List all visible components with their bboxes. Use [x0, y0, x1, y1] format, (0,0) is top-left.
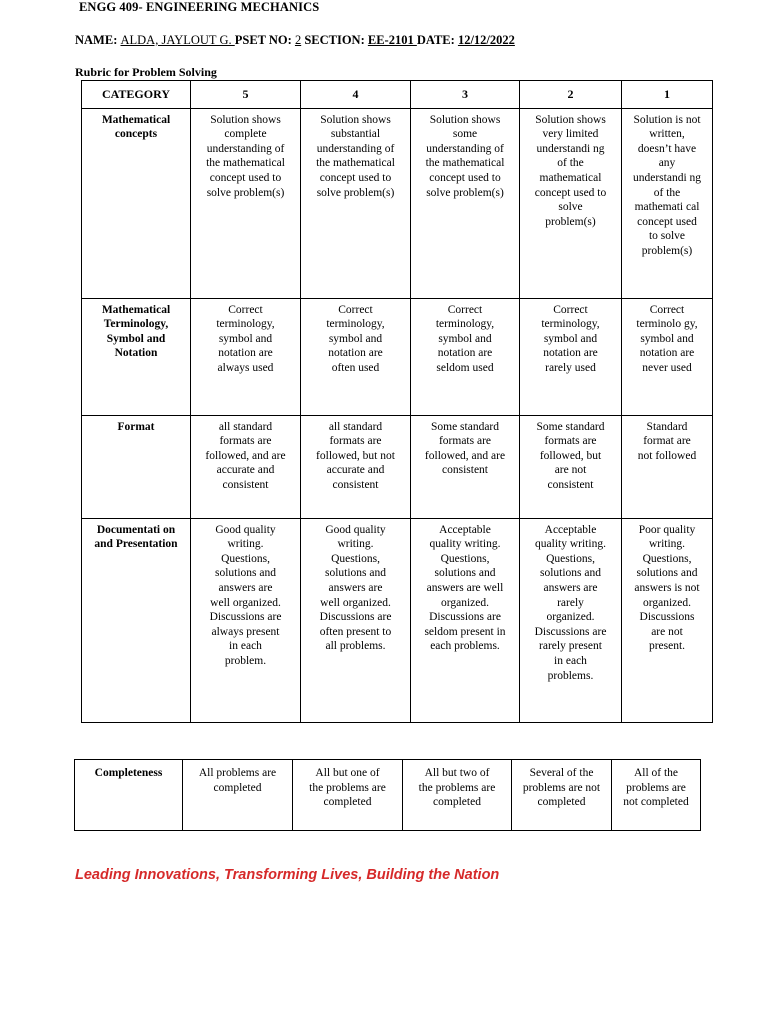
column-header-3: 3 [411, 81, 520, 109]
rubric-cell: Solution is not written, doesn’t have any understandi ng of the mathemati cal concept used to solve problem(s) [622, 108, 713, 298]
rubric-cell: All problems are completed [183, 760, 293, 831]
rubric-cell: All but two of the problems are completed [403, 760, 512, 831]
name-label: NAME: [75, 33, 121, 47]
rubric-cell: Solution shows complete understanding of the mathematical concept used to solve problem(s) [191, 108, 301, 298]
rubric-cell: All of the problems are not completed [612, 760, 701, 831]
rubric-cell: Solution shows substantial understanding of the mathematical concept used to solve problem(s) [301, 108, 411, 298]
column-header-5: 5 [191, 81, 301, 109]
section-label: SECTION: [301, 33, 368, 47]
rubric-cell: Good quality writing. Questions, solutions and answers are well organized. Discussions are often present to all problems. [301, 518, 411, 722]
rubric-cell: Correct terminolo gy, symbol and notation are never used [622, 298, 713, 415]
rubric-cell: Several of the problems are not completed [512, 760, 612, 831]
rubric-cell: Solution shows some understanding of the mathematical concept used to solve problem(s) [411, 108, 520, 298]
rubric-cell: Acceptable quality writing. Questions, solutions and answers are rarely organized. Discussions are rarely present in each problems. [520, 518, 622, 722]
rubric-cell: Correct terminology, symbol and notation are rarely used [520, 298, 622, 415]
table-row [82, 298, 713, 415]
rubric-cell: Standard format are not followed [622, 415, 713, 518]
table-row [82, 415, 713, 518]
student-info-line [75, 33, 515, 48]
name-value: ALDA, JAYLOUT G. [120, 33, 235, 47]
section-value: EE-2101 [367, 33, 417, 47]
date-label: DATE: [416, 33, 458, 47]
pset-value: 2 [294, 33, 302, 47]
rubric-cell: all standard formats are followed, but not accurate and consistent [301, 415, 411, 518]
category-cell: Completeness [75, 760, 183, 831]
rubric-title: Rubric for Problem Solving [75, 65, 217, 79]
rubric-cell: Correct terminology, symbol and notation are often used [301, 298, 411, 415]
column-header-1: 1 [622, 81, 713, 109]
rubric-header-row [82, 81, 713, 109]
category-cell: Documentati on and Presentation [82, 518, 191, 722]
rubric-cell: Acceptable quality writing. Questions, solutions and answers are well organized. Discussions are seldom present in each problems. [411, 518, 520, 722]
rubric-cell: Some standard formats are followed, and are consistent [411, 415, 520, 518]
rubric-cell: Correct terminology, symbol and notation are seldom used [411, 298, 520, 415]
rubric-cell: Poor quality writing. Questions, solutions and answers is not organized. Discussions are not present. [622, 518, 713, 722]
rubric-cell: All but one of the problems are completed [293, 760, 403, 831]
column-header-2: 2 [520, 81, 622, 109]
table-row [82, 108, 713, 298]
rubric-table [81, 80, 713, 723]
completeness-table [74, 759, 701, 831]
date-value: 12/12/2022 [457, 33, 515, 47]
footer-motto: Leading Innovations, Transforming Lives, Building the Nation [75, 867, 500, 883]
rubric-cell: all standard formats are followed, and are accurate and consistent [191, 415, 301, 518]
pset-label: PSET NO: [234, 33, 295, 47]
rubric-cell: Good quality writing. Questions, solutions and answers are well organized. Discussions are always present in each problem. [191, 518, 301, 722]
table-row [75, 760, 701, 831]
column-header-4: 4 [301, 81, 411, 109]
course-title: ENGG 409- ENGINEERING MECHANICS [79, 0, 320, 14]
category-cell: Mathematical concepts [82, 108, 191, 298]
rubric-cell: Some standard formats are followed, but are not consistent [520, 415, 622, 518]
rubric-cell: Correct terminology, symbol and notation are always used [191, 298, 301, 415]
rubric-cell: Solution shows very limited understandi ng of the mathematical concept used to solve problem(s) [520, 108, 622, 298]
column-header-category: CATEGORY [82, 81, 191, 109]
table-row [82, 518, 713, 722]
category-cell: Format [82, 415, 191, 518]
category-cell: Mathematical Terminology, Symbol and Notation [82, 298, 191, 415]
